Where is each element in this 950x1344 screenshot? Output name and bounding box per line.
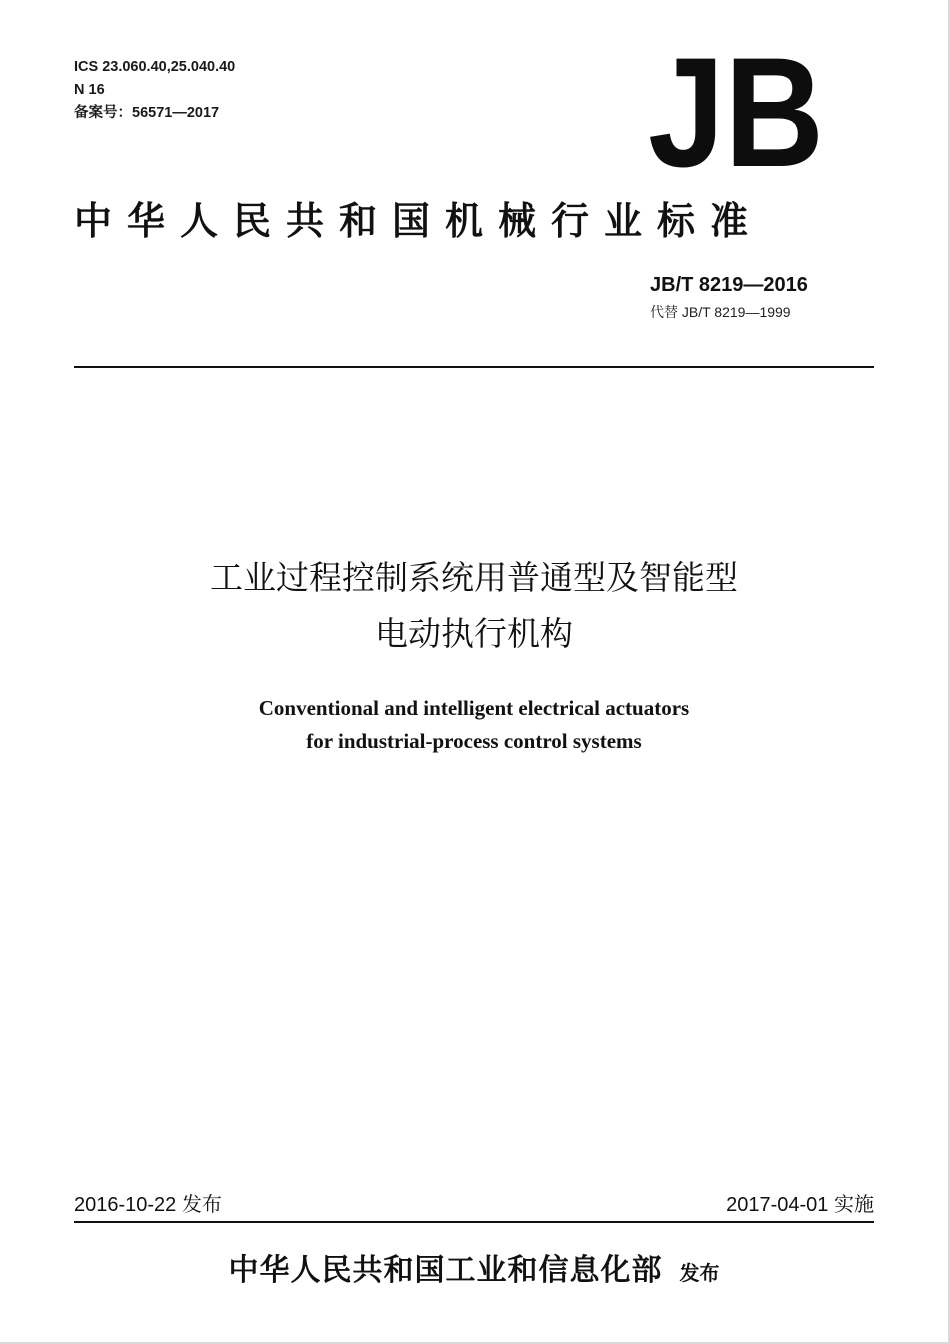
jb-logo (646, 26, 826, 200)
standard-category-title: 中华人民共和国机械行业标准 (74, 199, 764, 243)
ccs-code: N 16 (74, 82, 105, 98)
bottom-divider (74, 1221, 874, 1223)
english-title (74, 692, 874, 758)
replaces-standard: 代替 JB/T 8219—1999 (650, 304, 791, 320)
chinese-title-line-2: 电动执行机构 (375, 614, 573, 653)
english-title-line-1: Conventional and intelligent electrical actuators (258, 696, 690, 720)
issuing-authority: 中华人民共和国工业和信息化部 (228, 1253, 663, 1288)
issuer-suffix: 发布 (679, 1261, 720, 1285)
implementation-date: 2017-04-01 实施 (726, 1194, 874, 1216)
chinese-title (74, 550, 874, 662)
top-divider (74, 366, 874, 368)
chinese-title-line-1: 工业过程控制系统用普通型及智能型 (210, 558, 738, 597)
filing-number: 备案号：56571—2017 (74, 105, 220, 121)
issue-date: 2016-10-22 发布 (74, 1194, 222, 1216)
english-title-line-2: for industrial-process control systems (306, 729, 642, 753)
jb-logo-text: JB (648, 26, 824, 200)
standard-number-text: JB/T 8219—2016 (650, 274, 808, 296)
standard-number (650, 272, 808, 298)
issuer-line (74, 1248, 874, 1296)
classification-block (74, 56, 235, 125)
ics-code: ICS 23.060.40,25.040.40 (74, 59, 236, 75)
